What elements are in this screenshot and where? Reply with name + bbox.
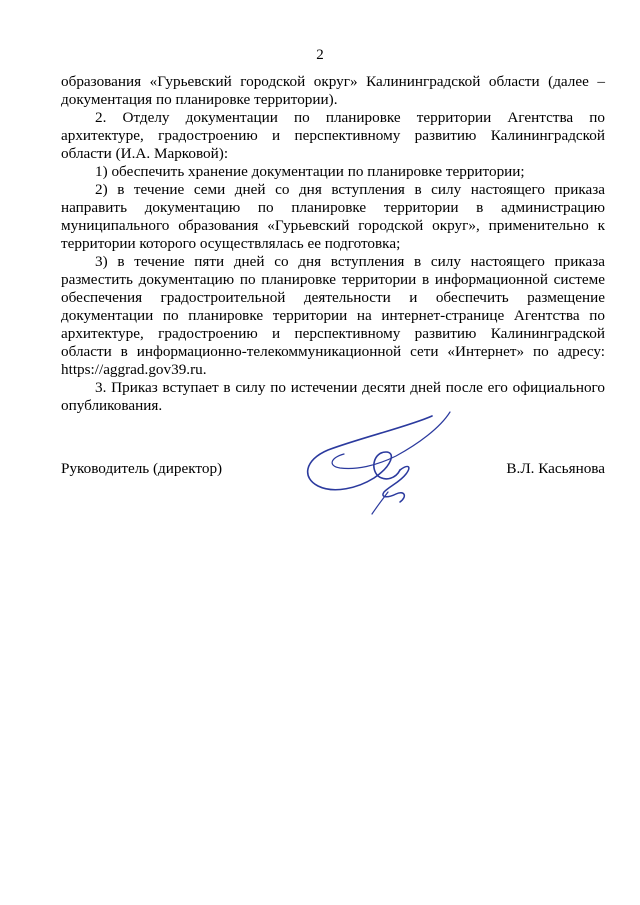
paragraph-subitem-2: 2) в течение семи дней со дня вступления в силу настоящего приказа направить документацию по планировке территории в администрацию муниципального образования «Гурьевский городской округ», применительно к территории которого осуществлялась ее подготовка;: [61, 181, 605, 252]
handwritten-signature: [300, 408, 470, 518]
paragraph-item-3: 3. Приказ вступает в силу по истечении десяти дней после его официального опубликования.: [61, 379, 605, 414]
paragraph-continuation: образования «Гурьевский городской округ» Калининградской области (далее – документация по планировке территории).: [61, 73, 605, 108]
signature-stroke-secondary: [383, 467, 409, 502]
document-body: [61, 73, 605, 415]
paragraph-item-2: 2. Отделу документации по планировке территории Агентства по архитектуре, градостроению и перспективному развитию Калининградской области (И.А. Марковой):: [61, 109, 605, 162]
paragraph-subitem-3: 3) в течение пяти дней со дня вступления в силу настоящего приказа разместить документацию по планировке территории в информационной системе обеспечения градостроительной деятельности и обеспечить размещение документации по планировке территории на интернет-странице Агентства по архитектуре, градостроению и перспективному развитию Калининградской области в информационно-телекоммуникационной сети «Интернет» по адресу: https://aggrad.gov39.ru.: [61, 253, 605, 378]
signatory-name: В.Л. Касьянова: [506, 460, 605, 477]
page-number: 2: [316, 47, 324, 63]
signatory-role: Руководитель (директор): [61, 460, 223, 477]
paragraph-subitem-1: 1) обеспечить хранение документации по планировке территории;: [95, 163, 525, 180]
signature-stroke-tail: [372, 492, 388, 514]
signature-stroke-main: [308, 416, 432, 490]
